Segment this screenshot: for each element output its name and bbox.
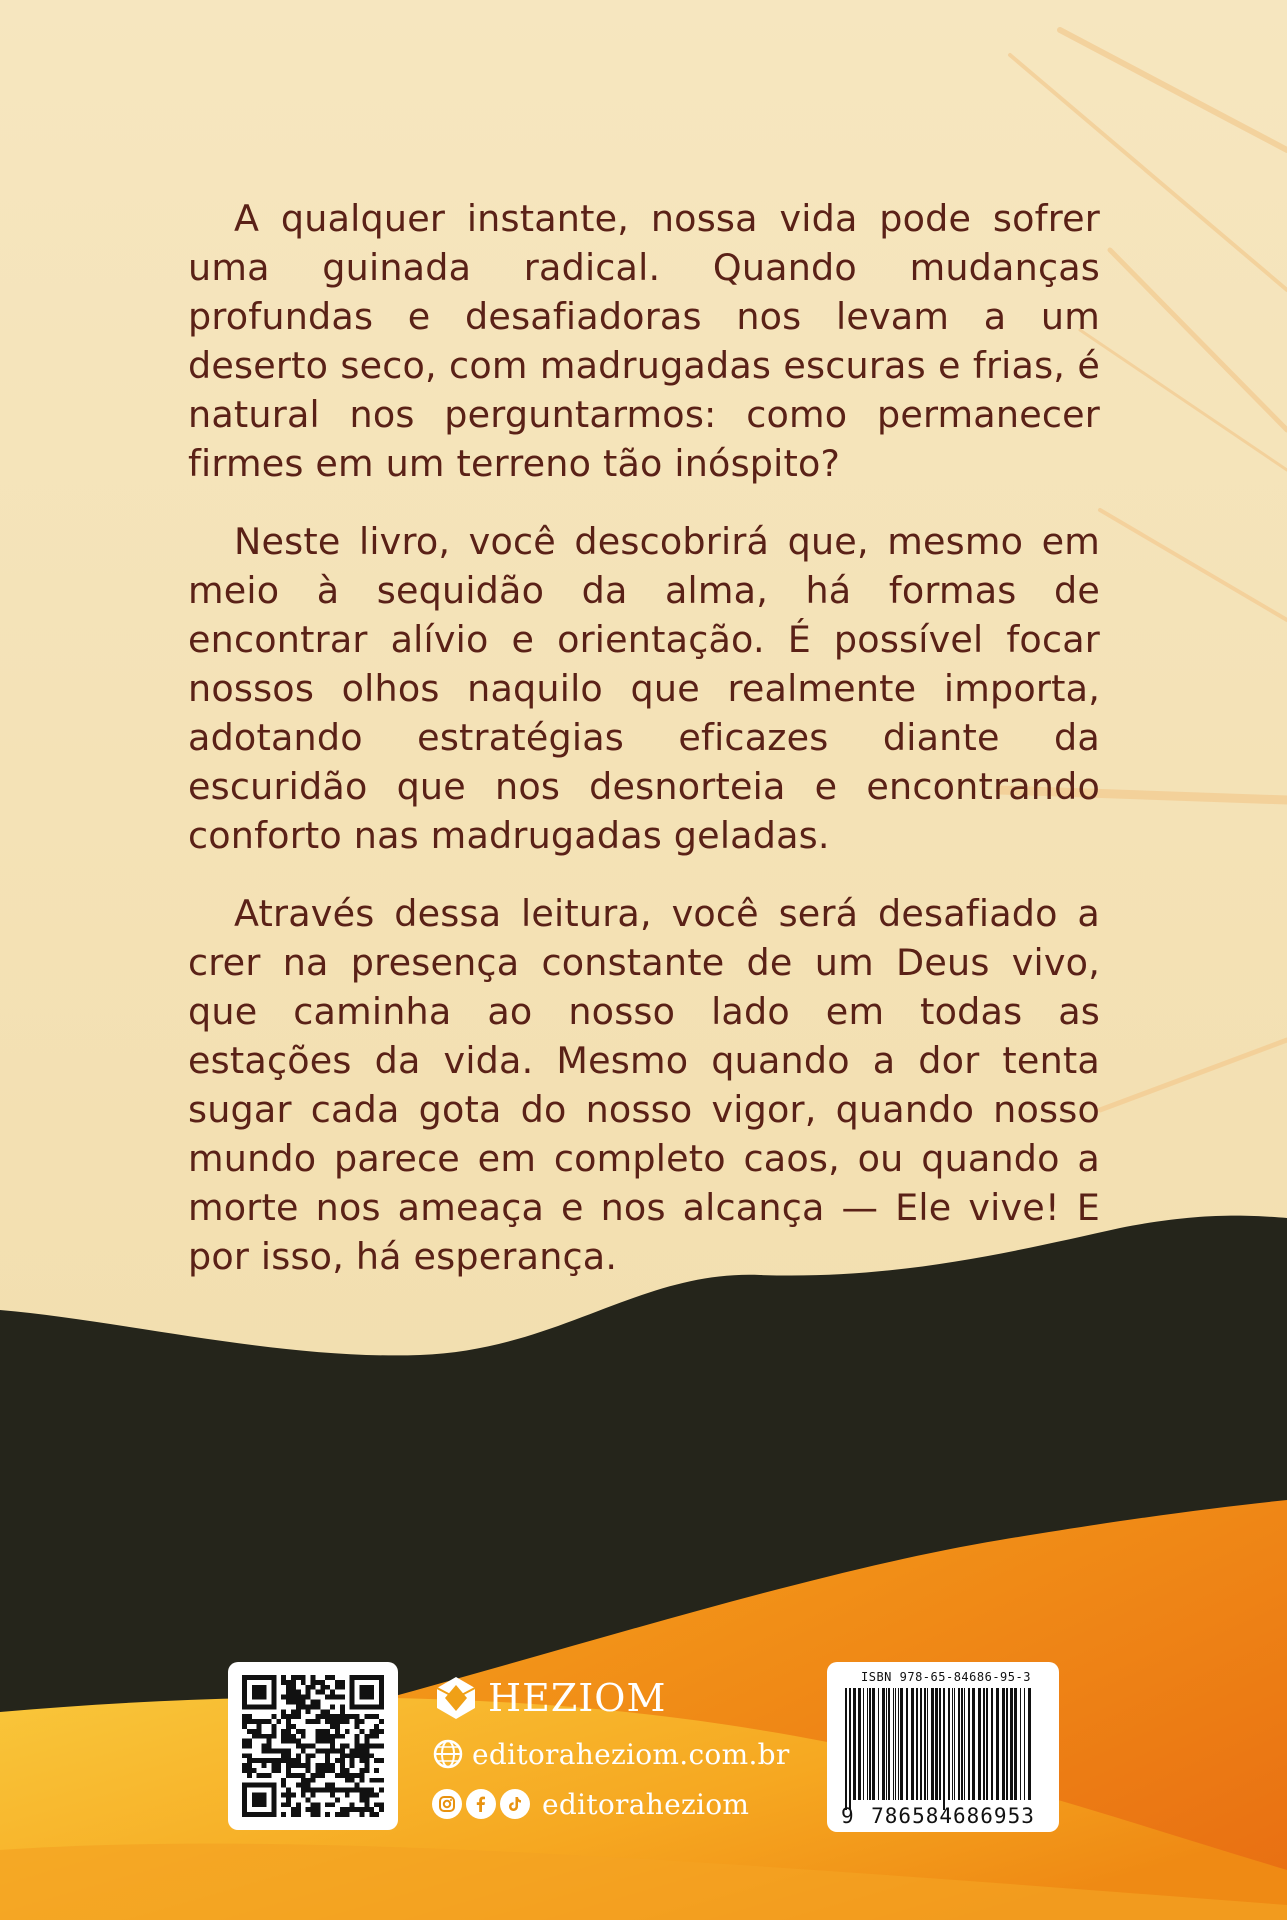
blurb-paragraph-2: Neste livro, você descobrirá que, mesmo em meio à sequidão da alma, há formas de encontrar alívio e orientação. É possível focar nossos olhos naquilo que realmente importa, adotando estratégias eficazes diante da escuridão que nos desnorteia e encontrando conforto nas madrugadas geladas. xyxy=(188,520,1100,857)
tiktok-icon[interactable] xyxy=(500,1789,530,1819)
website-row[interactable] xyxy=(432,1732,792,1776)
publisher-brand xyxy=(432,1670,792,1726)
social-handle[interactable]: editoraheziom xyxy=(542,1787,750,1821)
publisher-name: HEZIOM xyxy=(488,1676,667,1720)
barcode-digits xyxy=(841,1804,1045,1828)
social-row xyxy=(432,1782,792,1826)
website-link[interactable]: editoraheziom.com.br xyxy=(472,1737,790,1771)
barcode-first-digit: 9 xyxy=(841,1804,854,1828)
heziom-logo-icon xyxy=(432,1674,480,1722)
facebook-icon[interactable] xyxy=(466,1789,496,1819)
qr-code[interactable] xyxy=(228,1662,398,1830)
barcode-bars xyxy=(845,1688,1041,1810)
blurb-text xyxy=(188,194,1100,1310)
isbn-label: ISBN 978-65-84686-95-3 xyxy=(861,1670,1031,1684)
qr-code-pattern xyxy=(242,1675,384,1817)
barcode-digit-groups: 786584686953 xyxy=(871,1804,1035,1828)
web-icon xyxy=(432,1738,464,1770)
blurb-paragraph-3: Através dessa leitura, você será desafiado a crer na presença constante de um Deus vivo, que caminha ao nosso lado em todas as estações da vida. Mesmo quando a dor tenta sugar cada gota do nosso vigor, quando nosso mundo parece em completo caos, ou quando a morte nos ameaça e nos alcança — Ele vive! E por isso, há esperança. xyxy=(188,892,1100,1278)
blurb-paragraph-1: A qualquer instante, nossa vida pode sofrer uma guinada radical. Quando mudanças profundas e desafiadoras nos levam a um deserto seco, com madrugadas escuras e frias, é natural nos perguntarmos: como permanecer firmes em um terreno tão inóspito? xyxy=(188,197,1100,485)
instagram-icon[interactable] xyxy=(432,1789,462,1819)
isbn-barcode xyxy=(827,1662,1059,1832)
publisher-info xyxy=(432,1670,792,1826)
